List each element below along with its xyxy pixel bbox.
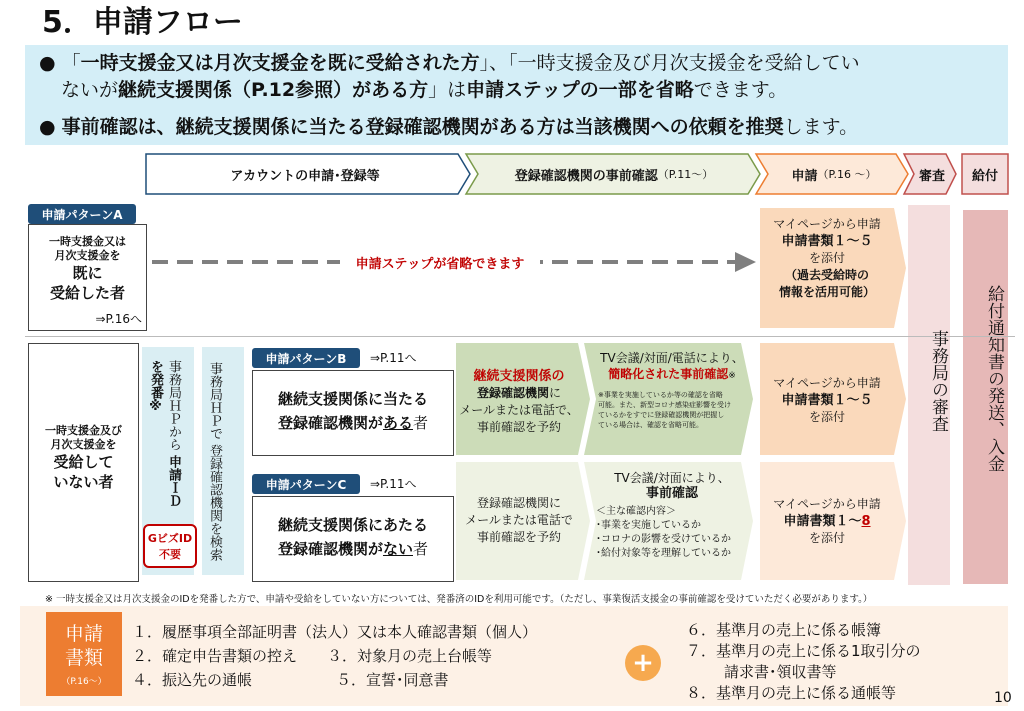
pattern-c-apply: [760, 496, 894, 547]
docs-label-page: （P.16～）: [61, 676, 107, 687]
pattern-c-ref: ⇒P.11へ: [370, 477, 417, 491]
condition-text: 一時支援金及び: [45, 424, 122, 437]
apply-docs: 申請書類１～: [783, 514, 862, 529]
apply-note: （過去受給時の: [784, 268, 869, 282]
step-precheck-text: 登録確認機関の事前確認: [514, 168, 658, 184]
pattern-b-desc: [252, 370, 454, 456]
pattern-a-ref: ⇒P.16へ: [95, 312, 142, 326]
pattern-b-tv-mark: ※: [728, 371, 736, 381]
step-apply-label: [770, 154, 898, 194]
pattern-b-note: ※事業を実施しているか等の確認を省略: [598, 391, 723, 399]
pattern-b-note: ているかをすでに登録確認機関が把握し: [598, 411, 725, 419]
doc-item: ６．基準月の売上に係る帳簿: [686, 621, 882, 639]
summary-emphasis: 継続支援関係（P.12参照）がある方: [118, 79, 429, 101]
pattern-c-desc-text: 登録確認機関が: [277, 540, 383, 558]
doc-item: ３．対象月の売上台帳等: [327, 647, 493, 665]
pattern-c-items-head: ＜主な確認内容＞: [596, 506, 676, 517]
pattern-c-reserve-text: メールまたは電話で: [465, 513, 573, 527]
arrow-head-icon: [735, 252, 756, 272]
pattern-b-apply: [760, 375, 894, 426]
condition-emphasis: いない者: [53, 473, 114, 491]
plus-icon: +: [625, 645, 661, 681]
pattern-a-cond-text: 一時支援金又は: [49, 235, 126, 248]
pattern-a-apply: [760, 216, 894, 301]
pattern-b-label: 申請パターンB: [252, 348, 360, 368]
pattern-c-reserve: [458, 495, 580, 546]
search-plain: 登録確認機関を検索: [207, 444, 222, 562]
not-received-condition: [28, 343, 139, 582]
docs-list-left: [132, 620, 537, 692]
summary-emphasis: 一時支援金又は月次支援金を既に受給された方: [80, 52, 480, 74]
footnote: ※ 一時支援金又は月次支援金のIDを発番した方で、申請や受給をしていない方については、発番済のIDを利用可能です。（ただし、事業復活支援金の事前確認を受けていただく必要があります。）: [45, 594, 873, 605]
pattern-c-desc-text: 者: [413, 540, 429, 558]
step-review-label: 審査: [918, 168, 945, 184]
doc-item: 請求書･領収書等: [724, 663, 837, 681]
pattern-b-tv: [592, 350, 752, 430]
doc-item: ８．基準月の売上に係る通帳等: [686, 684, 897, 702]
pattern-c-desc-underline: ない: [382, 540, 413, 558]
pattern-b-reserve: [458, 368, 580, 436]
pattern-c-tv-emphasis: 事前確認: [645, 486, 698, 501]
pattern-c-item: ･コロナの影響を受けているか: [596, 534, 731, 545]
page-number: 10: [994, 690, 1012, 706]
id-issue-emphasis: 申請ＩＤを発番※: [148, 360, 181, 508]
pattern-a-label: 申請パターンA: [28, 204, 136, 224]
summary-text: 」、「一時支援金及び月次支援金を受給してい: [479, 52, 860, 74]
bullet-icon: ●: [39, 116, 56, 138]
apply-note: 情報を活用可能）: [778, 285, 875, 299]
summary-text: 「: [61, 52, 81, 74]
pattern-b-desc-text: 登録確認機関が: [277, 414, 383, 432]
divider: [25, 336, 1015, 337]
doc-item: ５．宣誓･同意書: [336, 671, 449, 689]
pattern-b-note: 可能。また、新型コロナ感染症影響を受け: [598, 401, 731, 409]
pattern-c-desc: [252, 496, 454, 582]
apply-docs: 申請書類１～５: [781, 393, 873, 408]
doc-item: ２．確定申告書類の控え: [132, 647, 298, 665]
apply-text: を添付: [808, 251, 845, 265]
pattern-c-reserve-text: 登録確認機関に: [476, 496, 561, 510]
apply-text: を添付: [808, 531, 845, 545]
apply-text: を添付: [808, 410, 845, 424]
condition-emphasis: 受給して: [53, 453, 114, 471]
summary-line-3: [39, 115, 858, 139]
doc-item: ７．基準月の売上に係る1取引分の: [686, 642, 921, 660]
apply-text: マイページから申請: [773, 376, 881, 390]
pattern-c-label: 申請パターンC: [252, 474, 360, 494]
review-text: 事務局の審査: [928, 330, 948, 432]
gbiz-text: 不要: [159, 548, 181, 561]
pattern-c-tv: [592, 470, 752, 561]
pattern-b-tv-emphasis: 簡略化された事前確認: [608, 367, 729, 381]
summary-box: [25, 45, 1008, 145]
id-issue-plain: 事務局ＨＰから: [166, 360, 181, 451]
pattern-b-reserve-text: に: [549, 386, 562, 400]
search-text: [205, 362, 223, 562]
docs-label: [46, 612, 122, 696]
docs-list-right: [686, 620, 921, 704]
condition-text: 月次支援金を: [50, 438, 117, 451]
bullet-icon: ●: [39, 52, 56, 74]
gbiz-text: GビズID: [147, 532, 193, 545]
search-plain: 事務局ＨＰで: [207, 362, 222, 440]
pattern-b-desc-text: 者: [413, 414, 429, 432]
docs-label-text: 申請: [64, 622, 103, 645]
step-precheck-page: （P.11～）: [657, 168, 714, 181]
summary-line-2: [61, 78, 787, 102]
id-issue-text: [146, 360, 182, 515]
summary-emphasis: 申請ステップの一部を省略: [466, 79, 694, 101]
summary-emphasis: 事前確認は、継続支援関係に当たる登録確認機関がある方は当該機関への依頼を推奨: [61, 116, 784, 138]
pattern-b-reserve-bold: 登録確認機関: [476, 386, 549, 400]
pattern-c-reserve-text: 事前確認を予約: [476, 530, 561, 544]
payment-text: 給付通知書の発送、入金: [984, 285, 1004, 472]
pattern-b-reserve-emphasis: 継続支援関係の: [473, 369, 565, 384]
pattern-c-item: ･事業を実施しているか: [596, 520, 701, 531]
pattern-c-desc-text: 継続支援関係にあたる: [277, 516, 428, 534]
pattern-b-desc-text: 継続支援関係に当たる: [277, 390, 428, 408]
pattern-b-tv-text: TV会議/対面/電話により、: [600, 351, 744, 365]
apply-docs-highlight: 8: [861, 514, 871, 529]
apply-text: マイページから申請: [773, 217, 881, 231]
pattern-b-desc-underline: ある: [382, 414, 413, 432]
summary-line-1: [39, 51, 860, 75]
docs-label-text: 書類: [64, 646, 103, 669]
pattern-a-cond-text: 月次支援金を: [54, 249, 121, 262]
pattern-b-reserve-text: 事前確認を予約: [476, 420, 561, 434]
summary-text: します。: [783, 116, 859, 138]
pattern-b-ref: ⇒P.11へ: [370, 351, 417, 365]
pattern-b-note: ている場合は、確認を省略可能。: [598, 421, 703, 429]
pattern-b-reserve-text: メールまたは電話で、: [459, 403, 579, 417]
doc-item: ４．振込先の通帳: [132, 671, 253, 689]
gbiz-badge: [143, 524, 197, 568]
step-apply-page: （P.16 ～）: [817, 168, 877, 181]
step-payment-label: 給付: [971, 168, 998, 184]
apply-docs: 申請書類１～５: [781, 234, 873, 249]
summary-text: ないが: [61, 79, 119, 101]
pattern-c-tv-text: TV会議/対面により、: [614, 471, 730, 485]
page-title: 5．申請フロー: [42, 5, 243, 40]
summary-text: できます。: [693, 79, 788, 101]
step-apply-text: 申請: [791, 168, 818, 184]
step-precheck-label: [480, 154, 748, 194]
pattern-a-cond-emphasis: 受給した者: [49, 284, 125, 302]
summary-text: 」は: [428, 79, 467, 101]
step-account-label: アカウントの申請･登録等: [230, 168, 380, 184]
pattern-c-item: ･給付対象等を理解しているか: [596, 548, 731, 559]
pattern-a-cond-emphasis: 既に: [72, 264, 103, 282]
skip-text: 申請ステップが省略できます: [340, 253, 540, 271]
apply-text: マイページから申請: [773, 497, 881, 511]
pattern-a-condition: [28, 224, 147, 331]
doc-item: １．履歴事項全部証明書（法人）又は本人確認書類（個人）: [132, 623, 538, 641]
